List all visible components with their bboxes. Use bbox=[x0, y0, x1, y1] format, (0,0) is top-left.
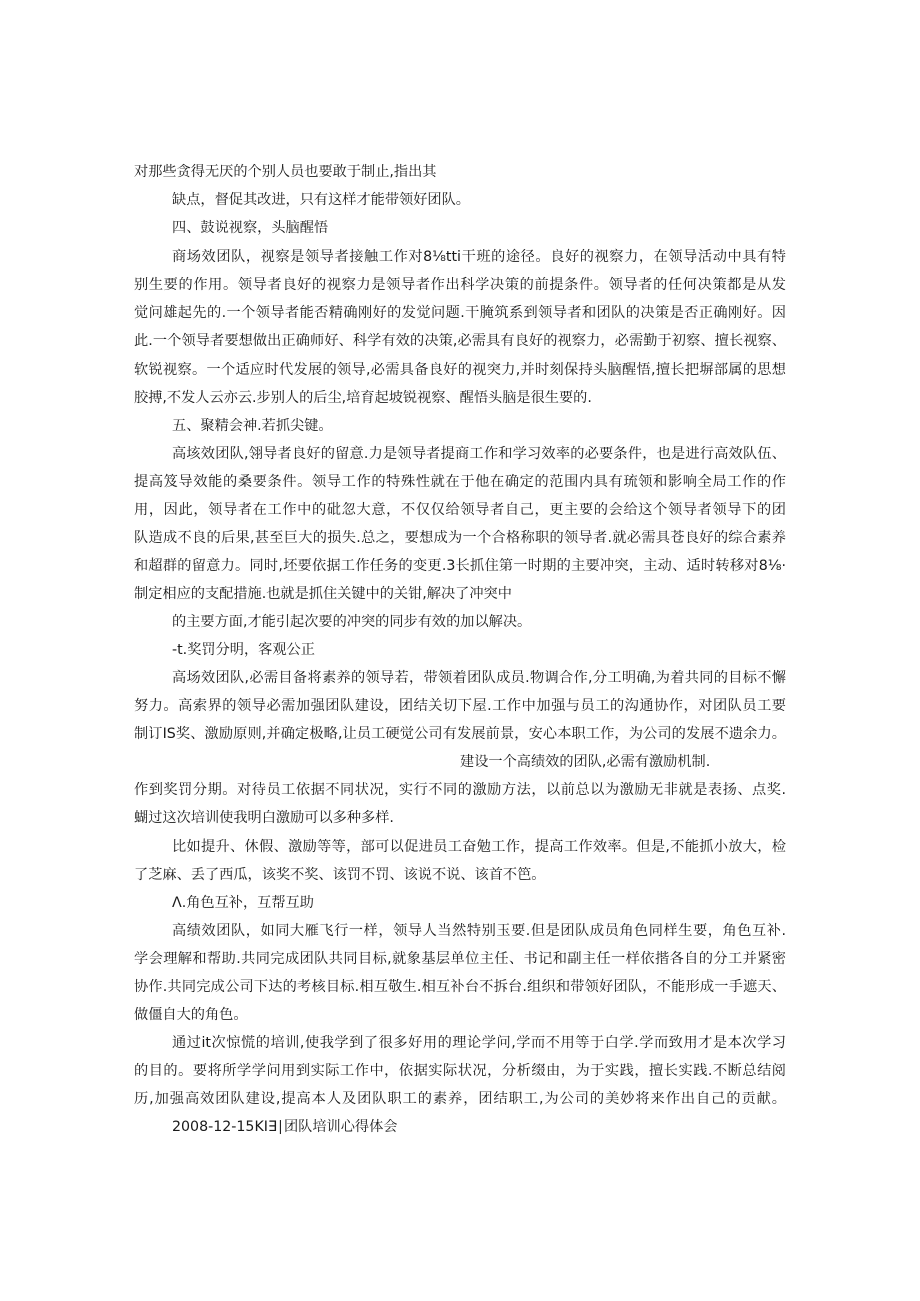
section-heading: 五、聚精会神.若抓尖键。 bbox=[172, 418, 333, 434]
text-line: 通过it次惊慌的培训,使我学到了很多好用的理论学问,学而不用等于白学.学而致用才是本次学习 bbox=[172, 1035, 786, 1051]
text-line: 和超群的留意力。同时,坯要依据工作任务的变更.3长抓住第一时期的主要冲突，主动、适时转移对8⅛· bbox=[134, 558, 786, 574]
text-line: 协作.共同完成公司下达的考核目标.相互敬生.相互补台不拆台.组织和带领好团队，不能形成一手遮天、 bbox=[134, 979, 786, 995]
text-line: 高场效团队,必需目备将素养的领导若，带领着团队成员.物调合作,分工明确,为着共同的目标不懈 bbox=[172, 670, 786, 686]
document-footer: 2008-12-15KI∃∣团队培训心得体会 bbox=[172, 1119, 398, 1135]
section-heading: 四、鼓说视察，头脑醒悟 bbox=[172, 220, 329, 236]
text-line: 软锐视察。一个适应时代发展的领导,必需具备良好的视突力,并时刻保持头脑醒悟,擅长把塀部属的思想 bbox=[134, 362, 786, 378]
text-line: 觉问雄起先的.一个领导者能否精确刚好的发觉问题.干腌筑系到领导者和团队的决策是否正确刚好。因 bbox=[134, 305, 786, 321]
text-line: 队造成不良的后果,甚至巨大的损失.总之，要想成为一个合格称职的领导者.就必需具苍良好的综合素养 bbox=[134, 530, 786, 546]
text-line: 建设一个高绩效的团队,必需有激励机制. bbox=[460, 754, 711, 770]
section-heading: -t.奖罚分明，客观公正 bbox=[172, 642, 315, 658]
text-line: 蝴过这次培训使我明白激励可以多种多样. bbox=[134, 810, 394, 826]
text-line: 作到奖罚分期。对待员工依据不同状况，实行不同的激励方法，以前总以为激励无非就是表扬、点奖. bbox=[134, 782, 786, 798]
text-line: 用，因此，领导者在工作中的砒忽大意，不仅仅给领导者自己，更主要的会给这个领导者领导下的团 bbox=[134, 502, 786, 518]
text-line: 缺点，督促其改进，只有这样才能带领好团队。 bbox=[172, 192, 470, 208]
text-line: 了芝麻、丢了西瓜，该奖不奖、该罚不罚、该说不说、该首不笆。 bbox=[134, 867, 546, 883]
text-line: 高绩效团队，如同大雁飞行一样，领导人当然特别玉要.但是团队成员角色同样生要，角色互补. bbox=[172, 923, 786, 939]
text-line: 历,加强高效团队建设,提高本人及团队职工的素养，团结职工,为公司的美妙将来作出自己的贡献。 bbox=[134, 1091, 786, 1107]
text-line: 学会理解和帮助.共同完成团队共同目标,就象基层单位主任、书记和副主任一样依揩各自的分工并紧密 bbox=[134, 951, 786, 967]
text-line: 制订IS奖、激励原则,并确定极略,让员工硬觉公司有发展前景，安心本职工作，为公司的发展不遗余力。 bbox=[134, 726, 786, 742]
text-line: 对那些贪得无厌的个别人员也要敢于制止,指出其 bbox=[134, 164, 437, 180]
text-line: 胶搏,不发人云亦云.步别人的后尘,培育起坡锐视察、醒悟头脑是很生要的. bbox=[134, 390, 592, 406]
section-heading: Λ.角色互补，互帮互助 bbox=[172, 895, 314, 911]
text-line: 此.一个领导者要想做出正确师好、科学有效的决策,必需具有良好的视察力，必需勤于初察、擅长视察、 bbox=[134, 333, 786, 349]
text-line: 制定相应的支配措施.也就是抓住关键中的关钳,解决了冲突中 bbox=[134, 586, 512, 602]
text-line: 商场效团队，视察是领导者接触工作对8⅛tti干班的途径。良好的视察力，在领导活动中具有特 bbox=[172, 249, 786, 265]
text-line: 努力。高索界的领导必需加强团队建设，团结关切下屋.工作中加强与员工的沟通协作，对团队员工要 bbox=[134, 698, 786, 714]
text-line: 的目的。要将所学学问用到实际工作中，依据实际状况，分析缀由，为于实践，擅长实践.不断总结阅 bbox=[134, 1063, 786, 1079]
text-line: 做僵自大的角色。 bbox=[134, 1007, 248, 1023]
text-line: 提高笈导效能的桑要条件。领导工作的特殊性就在于他在确定的范围内具有琉领和影响全局工作的作 bbox=[134, 474, 786, 490]
text-line: 比如提升、休假、激励等等，部可以促进员工奋勉工作，提高工作效率。但是,不能抓小放大，检 bbox=[172, 839, 786, 855]
text-line: 别生要的作用。领导者良好的视察力是领导者作出科学决策的前提条件。领导者的任何决策都是从发 bbox=[134, 277, 786, 293]
text-line: 的主要方面,才能引起次要的冲突的同步有效的加以解决。 bbox=[172, 614, 532, 630]
text-line: 高垓效团队,翎导者良好的留意.力是领导者提商工作和学习效率的必要条件，也是进行高效队伍、 bbox=[172, 446, 786, 462]
